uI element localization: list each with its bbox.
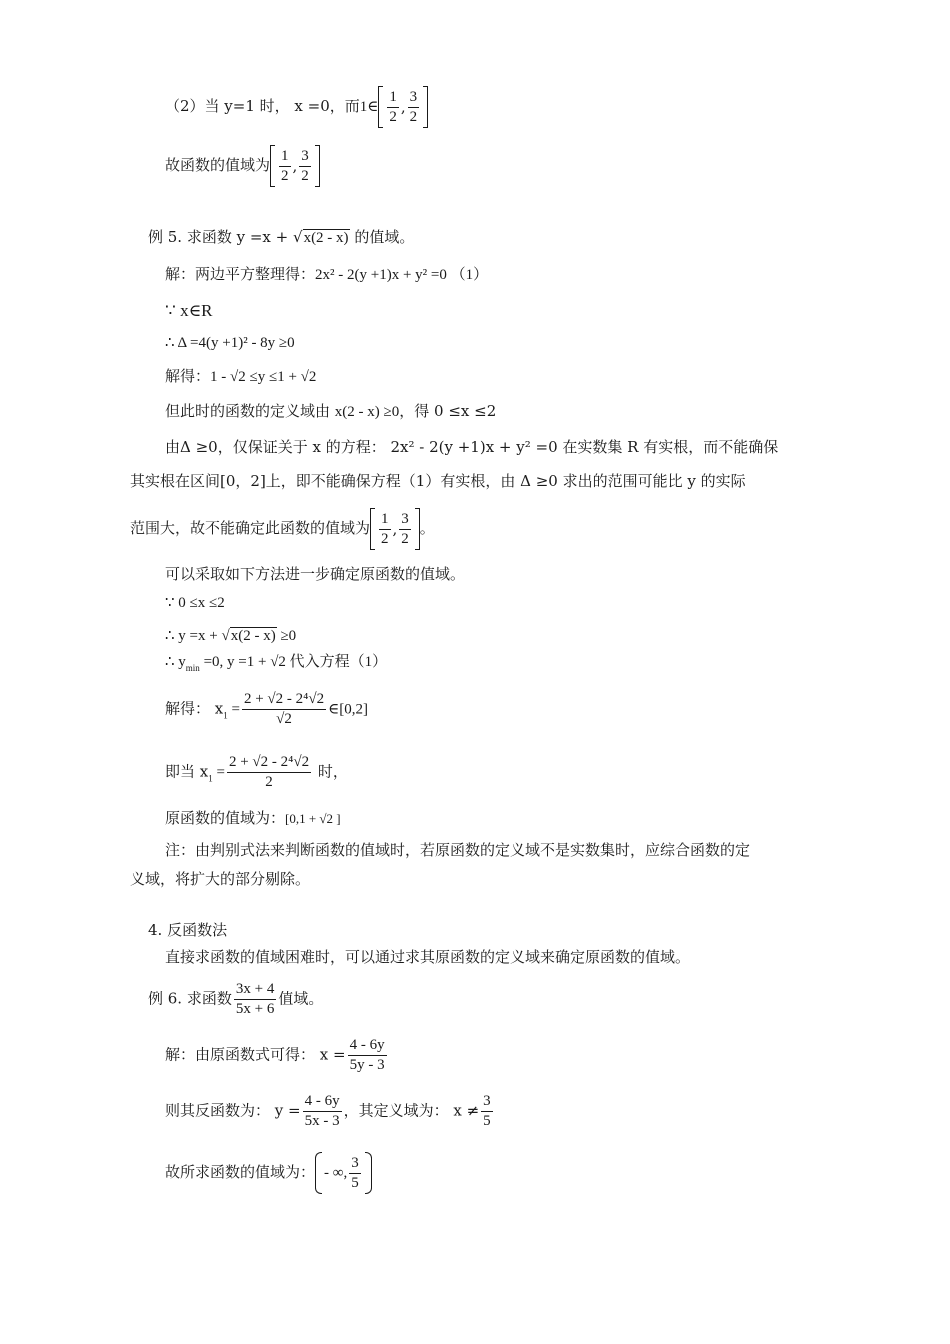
subscript: 1 — [223, 710, 228, 721]
line-text: 解：两边平方整理得： — [165, 265, 316, 283]
interval: $\frac{1}{2}$ , $\frac{3}{2}$ — [378, 86, 428, 128]
line-text: 例 5. 求函数 y =x + — [148, 228, 293, 246]
line-text: ，其定义域为： x ≠ — [343, 1101, 480, 1120]
math-expr: 1∈ — [359, 99, 379, 115]
line-text: ，得 0 ≤x ≤2 — [399, 402, 497, 420]
text-line: 其实根在区间[0，2]上，即不能确保方程（1）有实根，由 Δ ≥0 求出的范围可能比 y 的实际 — [130, 472, 746, 490]
line-text: 范围大，故不能确定此函数的值域为 — [130, 519, 371, 537]
text-line — [165, 267, 488, 283]
interval: - ∞, $\frac{3}{5}$ — [315, 1152, 372, 1194]
math-expr: x(2 - x) ≥0 — [334, 404, 400, 420]
subscript: 1 — [208, 773, 213, 784]
text-line — [165, 369, 316, 385]
math-expr: ≥0 — [276, 628, 297, 644]
example-heading — [148, 982, 323, 1017]
line-text: 故所求函数的值域为： — [165, 1163, 316, 1181]
line-text: 例 6. 求函数 — [148, 989, 232, 1008]
section-heading: 4. 反函数法 — [148, 921, 228, 939]
fraction: $\frac{\text{2 + √2 - 2⁴√2}}{√2}$ — [243, 691, 325, 727]
fraction: $\frac{3}{5}$ — [483, 1093, 491, 1129]
line-text: 值域。 — [278, 989, 324, 1008]
text-line — [165, 755, 348, 790]
text-line — [165, 145, 320, 187]
line-text: 时， — [313, 762, 348, 781]
text-line — [165, 1094, 495, 1129]
line-text: 解得： x — [165, 699, 224, 718]
line-text: 即当 x — [165, 762, 209, 781]
math-expr: 1 - √2 ≤y ≤1 + √2 — [210, 369, 317, 385]
fraction: $\frac{\text{2 + √2 - 2⁴√2}}{2}$ — [228, 754, 310, 790]
text-line — [165, 1038, 389, 1073]
text-line: 注：由判别式法来判断函数的值域时，若原函数的定义域不是实数集时，应综合函数的定 — [165, 841, 751, 859]
text-line: 可以采取如下方法进一步确定原函数的值域。 — [165, 565, 466, 583]
text-line — [165, 692, 368, 727]
text-line: 义域，将扩大的部分剔除。 — [130, 870, 311, 888]
text-line: 由Δ ≥0，仅保证关于 x 的方程： 2x² - 2(y +1)x + y² =0 在实数集 R 有实根，而不能确保 — [165, 438, 779, 456]
math-expr: ∈[0,2] — [328, 701, 368, 718]
text-line — [165, 811, 341, 826]
line-text: 则其反函数为： y = — [165, 1101, 301, 1120]
fraction: $\frac{4 - 6y}{5x - 3}$ — [304, 1093, 340, 1129]
text-line — [165, 404, 496, 420]
line-text: 的值域。 — [349, 228, 415, 246]
line-text: 解得： — [165, 367, 211, 385]
math-expr: =0, y =1 + √2 代入方程（1） — [199, 654, 388, 670]
math-expr: - ∞, — [324, 1164, 348, 1181]
math-expr: 2x² - 2(y +1)x + y² =0 （1） — [315, 267, 489, 283]
sqrt-expr: x(2 - x) — [303, 230, 349, 246]
math-expr: [0,1 + √2 ] — [285, 811, 341, 826]
interval: $\frac{1}{2}$ , $\frac{3}{2}$ — [370, 508, 420, 550]
math-line — [165, 655, 387, 673]
math-line: ∴ y =x + √x(2 - x) ≥0 — [165, 628, 297, 644]
text-line — [130, 508, 435, 550]
text-line — [165, 86, 428, 128]
line-text: 但此时的函数的定义域由 — [165, 402, 335, 420]
text-line — [165, 1152, 372, 1194]
line-text: （2）当 y=1 时， x =0，而 — [165, 97, 360, 115]
line-text: 。 — [419, 519, 435, 537]
interval: $\frac{1}{2}$ , $\frac{3}{2}$ — [270, 145, 320, 187]
line-text: 故函数的值域为 — [165, 156, 271, 174]
math-line: ∵ x∈R — [165, 301, 213, 320]
sqrt-expr: x(2 - x) — [230, 628, 276, 644]
fraction: $\frac{3x + 4}{5x + 6}$ — [235, 981, 275, 1017]
line-text: 解：由原函数式可得： x = — [165, 1045, 346, 1064]
math-line: ∵ 0 ≤x ≤2 — [165, 595, 225, 611]
math-expr: = — [212, 764, 225, 781]
math-expr: ∴ y =x + — [165, 628, 222, 644]
example-heading: 例 5. 求函数 y =x + √x(2 - x) 的值域。 — [148, 228, 415, 246]
math-expr: = — [227, 701, 240, 718]
text-line: 直接求函数的值域困难时，可以通过求其原函数的定义域来确定原函数的值域。 — [165, 948, 691, 966]
math-expr: ∴ y — [165, 654, 186, 670]
fraction: $\frac{4 - 6y}{5y - 3}$ — [349, 1037, 385, 1073]
subscript: min — [185, 663, 200, 673]
math-line: ∴ Δ =4(y +1)² - 8y ≥0 — [165, 335, 295, 351]
line-text: 原函数的值域为： — [165, 809, 286, 827]
